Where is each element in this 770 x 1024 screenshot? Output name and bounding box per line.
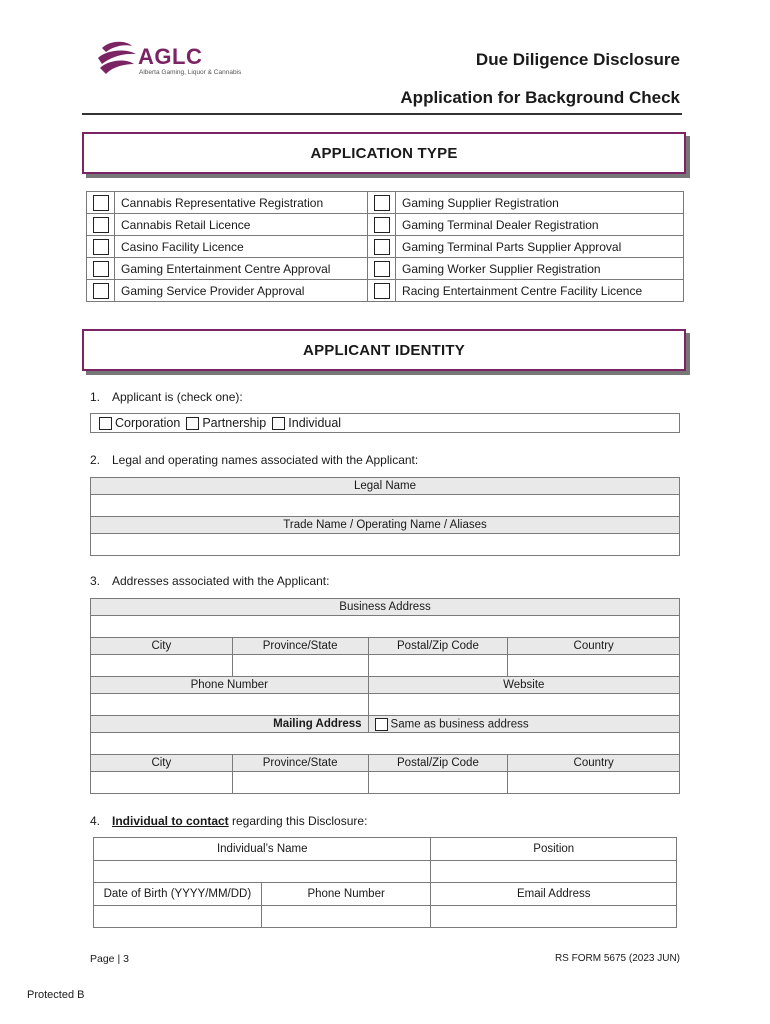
title-divider: [82, 113, 682, 115]
country-header: Country: [508, 638, 680, 655]
application-type-checkbox[interactable]: [93, 239, 109, 255]
logo-subtext: Alberta Gaming, Liquor & Cannabis: [139, 69, 242, 76]
email-field[interactable]: [431, 906, 677, 928]
application-type-label: Gaming Entertainment Centre Approval: [115, 258, 368, 280]
partnership-checkbox[interactable]: [186, 417, 199, 430]
mailing-address-header: Mailing Address: [91, 716, 369, 733]
checkbox-cell: [368, 214, 396, 236]
application-type-label: Racing Entertainment Centre Facility Licence: [396, 280, 684, 302]
question-text: Applicant is (check one):: [112, 390, 243, 404]
applicant-type-options: [90, 413, 680, 433]
application-type-checkbox[interactable]: [93, 195, 109, 211]
application-type-row: [87, 192, 684, 214]
question-text: Addresses associated with the Applicant:: [112, 574, 330, 588]
mailing-postal-field[interactable]: [368, 772, 508, 794]
application-type-label: Gaming Terminal Dealer Registration: [396, 214, 684, 236]
document-title: Due Diligence Disclosure: [475, 50, 680, 69]
question-4: [90, 814, 367, 828]
same-as-business-cell: [368, 716, 679, 733]
dob-field[interactable]: [94, 906, 262, 928]
corporation-checkbox[interactable]: [99, 417, 112, 430]
application-type-row: [87, 236, 684, 258]
checkbox-cell: [87, 280, 115, 302]
question-3: [90, 574, 329, 588]
mailing-address-field[interactable]: [91, 733, 680, 755]
application-type-checkbox[interactable]: [93, 217, 109, 233]
application-type-heading: APPLICATION TYPE: [82, 132, 686, 174]
individual-name-field[interactable]: [94, 861, 431, 883]
page-number: Page | 3: [90, 953, 129, 965]
phone-field[interactable]: [91, 694, 369, 716]
dob-header: Date of Birth (YYYY/MM/DD): [94, 883, 262, 906]
application-type-checkbox[interactable]: [374, 195, 390, 211]
mailing-city-field[interactable]: [91, 772, 233, 794]
same-as-business-label: Same as business address: [390, 718, 529, 731]
names-table: [90, 477, 680, 556]
mailing-province-header: Province/State: [232, 755, 368, 772]
website-field[interactable]: [368, 694, 679, 716]
phone-header: Phone Number: [91, 677, 369, 694]
application-type-checkbox[interactable]: [374, 261, 390, 277]
application-type-checkbox[interactable]: [93, 283, 109, 299]
city-header: City: [91, 638, 233, 655]
contact-phone-header: Phone Number: [261, 883, 431, 906]
application-type-label: Cannabis Representative Registration: [115, 192, 368, 214]
province-field[interactable]: [232, 655, 368, 677]
question-text: Legal and operating names associated with the Applicant:: [112, 453, 419, 467]
application-type-row: [87, 258, 684, 280]
individual-checkbox[interactable]: [272, 417, 285, 430]
form-number: RS FORM 5675 (2023 JUN): [554, 953, 680, 964]
individual-name-header: Individual’s Name: [94, 838, 431, 861]
partnership-label: Partnership: [202, 416, 267, 430]
aglc-logo: [96, 38, 242, 82]
country-field[interactable]: [508, 655, 680, 677]
position-field[interactable]: [431, 861, 677, 883]
mailing-province-field[interactable]: [232, 772, 368, 794]
mailing-country-header: Country: [508, 755, 680, 772]
contact-phone-field[interactable]: [261, 906, 431, 928]
application-type-checkbox[interactable]: [374, 217, 390, 233]
application-type-label: Gaming Worker Supplier Registration: [396, 258, 684, 280]
position-header: Position: [431, 838, 677, 861]
document-subtitle: Application for Background Check: [400, 88, 680, 107]
email-header: Email Address: [431, 883, 677, 906]
logo-text: AGLC: [138, 44, 203, 69]
corporation-label: Corporation: [115, 416, 181, 430]
application-type-label: Casino Facility Licence: [115, 236, 368, 258]
question-2: [90, 453, 418, 467]
mailing-postal-header: Postal/Zip Code: [368, 755, 508, 772]
checkbox-cell: [368, 280, 396, 302]
business-address-field[interactable]: [91, 616, 680, 638]
checkbox-cell: [87, 236, 115, 258]
question-number: 1.: [90, 390, 101, 404]
application-type-row: [87, 214, 684, 236]
website-header: Website: [368, 677, 679, 694]
question-1: [90, 390, 243, 404]
city-field[interactable]: [91, 655, 233, 677]
business-address-header: Business Address: [91, 599, 680, 616]
postal-field[interactable]: [368, 655, 508, 677]
same-as-business-checkbox[interactable]: [375, 718, 388, 731]
legal-name-field[interactable]: [91, 495, 680, 517]
checkbox-cell: [87, 192, 115, 214]
aglc-logo-icon: [96, 38, 138, 82]
question-number: 4.: [90, 814, 101, 828]
checkbox-cell: [368, 258, 396, 280]
applicant-identity-heading: APPLICANT IDENTITY: [82, 329, 686, 371]
mailing-country-field[interactable]: [508, 772, 680, 794]
application-type-label: Gaming Terminal Parts Supplier Approval: [396, 236, 684, 258]
trade-name-header: Trade Name / Operating Name / Aliases: [91, 517, 680, 534]
application-type-label: Cannabis Retail Licence: [115, 214, 368, 236]
question-number: 2.: [90, 453, 101, 467]
application-type-label: Gaming Service Provider Approval: [115, 280, 368, 302]
postal-header: Postal/Zip Code: [368, 638, 508, 655]
application-type-checkbox[interactable]: [374, 283, 390, 299]
checkbox-cell: [87, 258, 115, 280]
province-header: Province/State: [232, 638, 368, 655]
application-type-table: [86, 191, 684, 302]
application-type-label: Gaming Supplier Registration: [396, 192, 684, 214]
application-type-checkbox[interactable]: [93, 261, 109, 277]
checkbox-cell: [87, 214, 115, 236]
protected-label: Protected B: [27, 989, 85, 1001]
legal-name-header: Legal Name: [91, 478, 680, 495]
trade-name-field[interactable]: [91, 534, 680, 556]
individual-label: Individual: [288, 416, 342, 430]
checkbox-cell: [368, 192, 396, 214]
checkbox-cell: [368, 236, 396, 258]
mailing-city-header: City: [91, 755, 233, 772]
application-type-row: [87, 280, 684, 302]
question-text: regarding this Disclosure:: [228, 814, 368, 828]
application-type-checkbox[interactable]: [374, 239, 390, 255]
question-bold-text: Individual to contact: [112, 814, 229, 828]
addresses-table: [90, 598, 680, 794]
question-number: 3.: [90, 574, 101, 588]
contact-table: [93, 837, 677, 928]
